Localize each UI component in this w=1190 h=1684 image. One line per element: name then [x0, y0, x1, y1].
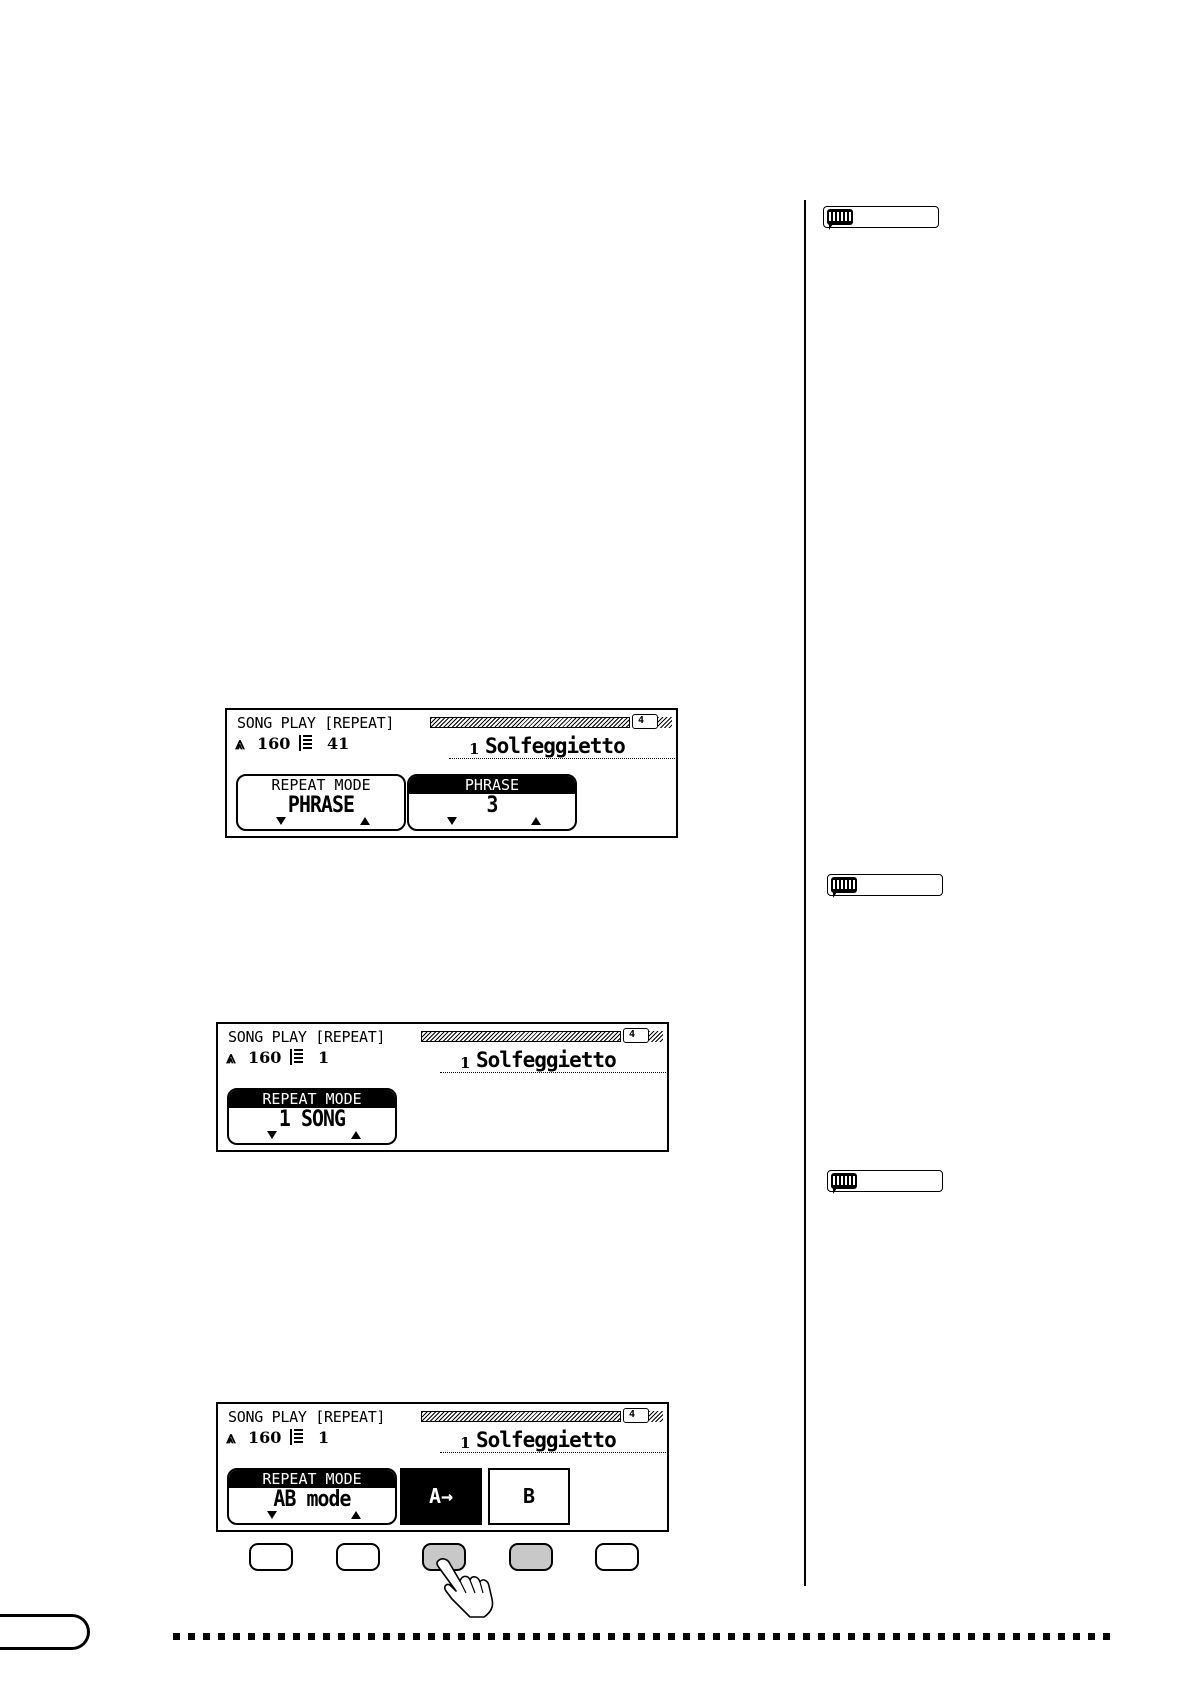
measure-value: 41: [327, 734, 350, 753]
tab-repeat-mode[interactable]: [236, 774, 406, 831]
tempo-value: 160: [248, 1428, 282, 1447]
battery-indicator: 4: [632, 714, 658, 729]
note-speech-icon: [827, 209, 853, 225]
tab-repeat-mode[interactable]: [227, 1088, 397, 1145]
tab-value: AB mode: [273, 1487, 351, 1512]
panel-button-1[interactable]: [249, 1543, 293, 1571]
battery-tail: [649, 1031, 663, 1042]
up-arrow-icon[interactable]: [351, 1511, 361, 1519]
measure-icon: [290, 1429, 304, 1445]
song-number: 1: [460, 1054, 471, 1072]
display-title: SONG PLAY [REPEAT]: [237, 714, 395, 732]
progress-bar: [421, 1031, 621, 1042]
song-name: Solfeggietto: [476, 1048, 616, 1072]
b-point-button[interactable]: B: [488, 1468, 570, 1525]
tab-value: 3: [486, 793, 498, 818]
down-arrow-icon[interactable]: [447, 817, 457, 825]
page-number-tab: [0, 1614, 90, 1650]
panel-button-4[interactable]: [509, 1543, 553, 1571]
tab-header: REPEAT MODE: [229, 1090, 395, 1108]
song-field: [440, 1048, 668, 1073]
tab-phrase[interactable]: [407, 774, 577, 831]
tab-repeat-mode[interactable]: [227, 1468, 397, 1525]
a-point-button[interactable]: A→: [400, 1468, 482, 1525]
tempo-value: 160: [248, 1048, 282, 1067]
tab-header: PHRASE: [409, 776, 575, 794]
tab-value: PHRASE: [287, 793, 355, 818]
battery-tail: [649, 1411, 663, 1422]
up-arrow-icon[interactable]: [351, 1131, 361, 1139]
measure-value: 1: [318, 1428, 330, 1447]
lcd-display-1song: [216, 1022, 669, 1152]
note-speech-icon: [831, 877, 857, 893]
note-marker-1: [823, 206, 939, 228]
measure-value: 1: [318, 1048, 330, 1067]
panel-button-2[interactable]: [336, 1543, 380, 1571]
song-field: [449, 734, 677, 759]
up-arrow-icon[interactable]: [531, 817, 541, 825]
progress-bar: [430, 717, 630, 728]
down-arrow-icon[interactable]: [276, 817, 286, 825]
note-marker-3: [827, 1170, 943, 1192]
note-marker-2: [827, 874, 943, 896]
down-arrow-icon[interactable]: [267, 1131, 277, 1139]
display-title: SONG PLAY [REPEAT]: [228, 1028, 386, 1046]
measure-icon: [290, 1049, 304, 1065]
up-arrow-icon[interactable]: [360, 817, 370, 825]
footer-dotted-rule: [173, 1633, 1117, 1640]
tab-header: REPEAT MODE: [229, 1470, 395, 1488]
metronome-icon: ⩓: [235, 734, 245, 754]
progress-bar: [421, 1411, 621, 1422]
song-number: 1: [469, 740, 480, 758]
battery-indicator: 4: [623, 1408, 649, 1423]
metronome-icon: ⩓: [226, 1048, 236, 1068]
song-name: Solfeggietto: [485, 734, 625, 758]
panel-button-5[interactable]: [595, 1543, 639, 1571]
tempo-value: 160: [257, 734, 291, 753]
song-field: [440, 1428, 668, 1453]
tab-header: REPEAT MODE: [271, 776, 371, 794]
margin-divider: [804, 200, 806, 1586]
battery-indicator: 4: [623, 1028, 649, 1043]
pressing-hand-icon: [430, 1555, 500, 1619]
note-speech-icon: [831, 1173, 857, 1189]
down-arrow-icon[interactable]: [267, 1511, 277, 1519]
battery-tail: [658, 717, 672, 728]
song-name: Solfeggietto: [476, 1428, 616, 1452]
metronome-icon: ⩓: [226, 1428, 236, 1448]
display-title: SONG PLAY [REPEAT]: [228, 1408, 386, 1426]
song-number: 1: [460, 1434, 471, 1452]
tab-value: 1 SONG: [278, 1107, 346, 1132]
lcd-display-ab-mode: [216, 1402, 669, 1532]
lcd-display-phrase: [225, 708, 678, 838]
measure-icon: [299, 735, 313, 751]
